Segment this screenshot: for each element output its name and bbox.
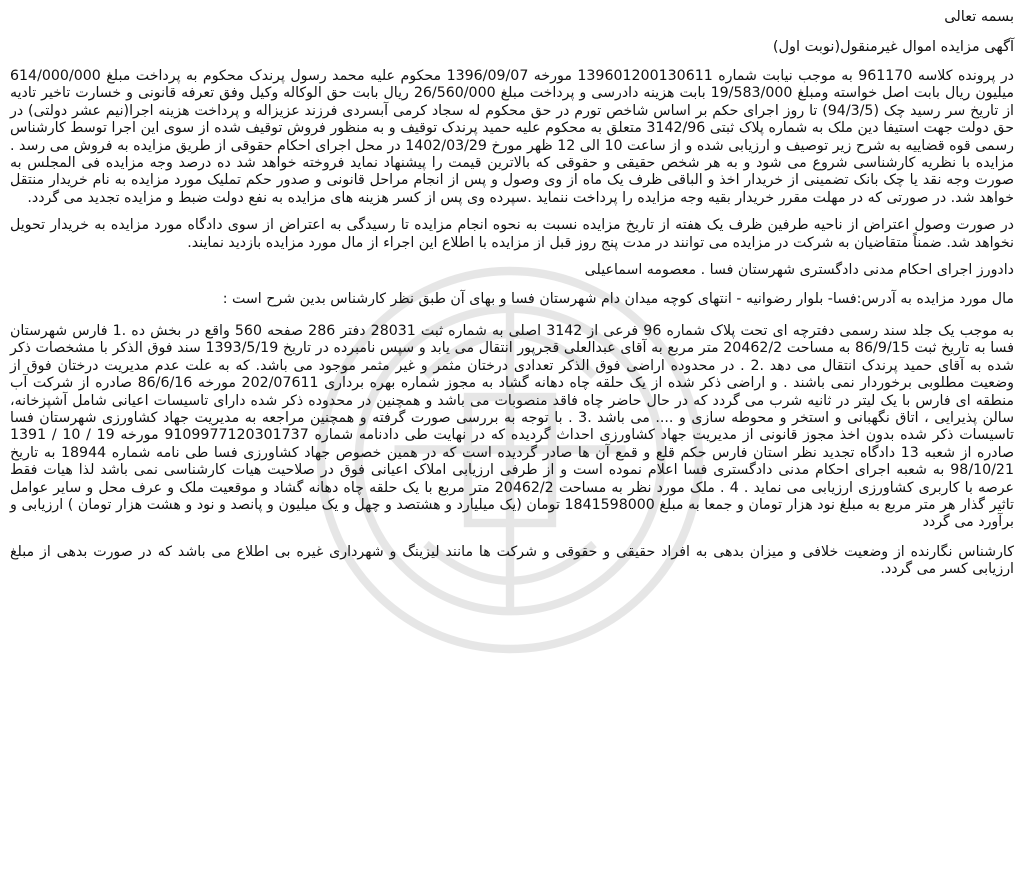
property-address-line: مال مورد مزایده به آدرس:فسا- بلوار رضوانیه - انتهای کوچه میدان دام شهرستان فسا و بهای آن طبق نظر کارشناس بدین شرح است : (222, 291, 1014, 308)
property-details-paragraph: به موجب یک جلد سند رسمی دفترچه ای تحت پلاک شماره 96 فرعی از 3142 اصلی به شماره ثبت 28031 دفتر 286 صفحه 560 واقع در بخش ده .1 فارس شهرستان فسا به تاریخ ثبت 86/9/15 به مساحت 20462/2 متر مربع به آقای عبدالعلی قجرپور انتقال می یابد و سپس نامبرده در تاریخ 1393/5/19 سند فوق الذکر با مشخصات ذکر شده به آقای حمید پرندک انتقال می دهد .2 . در محدوده اراضی فوق الذکر تعدادی درختان مثمر و غیر مثمر موجود می باشد. که به علت عدم مدیریت درختان فوق از وضعیت مطلوبی برخوردار نمی باشند . و اراضی ذکر شده از یک حلقه چاه دهانه گشاد به مجوز شماره بهره برداری 202/07611 مورخه 86/6/16 صادره از شرکت آب منطقه ای فارس با یک لیتر در ثانیه شرب می گردد که در حال حاضر چاه فاقد منصوبات می باشد و همچنین در محدوده ذکر شده دارای تاسیسات اعیانی شامل آشپزخانه، سالن پذیرایی ، اتاق نگهبانی و استخر و محوطه سازی و .... می باشد .3 . با توجه به بررسی صورت گرفته و همچنین مراجعه به مدیریت جهاد کشاورزی شهرستان فسا تاسیسات ذکر شده بدون اخذ مجوز قانونی از مدیریت جهاد کشاورزی احداث گردیده که در نهایت طی دادنامه شماره 9109977120301737 مورخه 19 / 10 / 1391 صادره از شعبه 13 دادگاه تجدید نظر استان فارس حکم قلع و قمع آن ها صادر گردیده است که در همین خصوص جهاد کشاورزی فسا طی نامه شماره 18944 به تاریخ 98/10/21 به شعبه اجرای احکام مدنی دادگستری فسا اعلام نموده است و از طرفی ارزیابی املاک اعیانی فوق در صلاحیت هیات کارشناسی نمی باشد لذا هیات فقط عرصه با کاربری کشاورزی ارزیابی می نماید . 4 . ملک مورد نظر به مساحت 20462/2 متر مربع با یک حلقه چاه دهانه گشاد و موقعیت ملک و عرف محل و سایر عوامل تاثیر گذار هر متر مربع به مبلغ نود هزار تومان و جمعا به مبلغ 1841598000 تومان (یک میلیارد و هشتصد و چهل و یک میلیون و پانصد و نود و هشت هزار تومان ) ارزیابی و برآورد می گردد (10, 322, 1014, 531)
document-heading: بسمه تعالی (944, 9, 1014, 25)
document-title: آگهی مزایده اموال غیرمنقول(نوبت اول) (772, 39, 1014, 55)
expert-footer-note: کارشناس نگارنده از وضعیت خلافی و میزان بدهی به افراد حقیقی و حقوقی و شرکت ها مانند لیزینگ و شهرداری غیره بی اطلاع می باشد که در صورت بدهی از مبلغ ارزیابی کسر می گردد. (10, 543, 1014, 578)
objection-paragraph: در صورت وصول اعتراض از ناحیه طرفین ظرف یک هفته از تاریخ مزایده نسبت به نحوه انجام مزایده تا رسیدگی به اعتراض از سوی دادگاه مورد مزایده به خریدار تحویل نخواهد شد. ضمناً متقاضیان به شرکت در مزایده می توانند در مدت پنج روز قبل از مزایده با اطلاع این اجراء از مال مورد مزایده بازدید نمایند. (10, 217, 1014, 251)
case-paragraph: در پرونده کلاسه 961170 به موجب نیابت شماره 139601200130611 مورخه 1396/09/07 محکوم علیه محمد رسول پرندک محکوم به پرداخت مبلغ 614/000/000 میلیون ریال بابت اصل خواسته ومبلغ 19/583/000 بابت هزینه دادرسی و پرداخت مبلغ 26/560/000 ریال بابت حق الوکاله وکیل وفق تعرفه قانونی و خسارت تاخیر تادیه از تاریخ سر رسید چک (94/3/5) تا روز اجرای حکم بر اساس شاخص تورم در حق محکوم له سجاد کرمی آبسردی فرزند عزیزاله و پرداخت هزینه اجرا(نیم عشر دولتی) در حق دولت جهت استیفا دین ملک به شماره پلاک ثبتی 3142/96 متعلق به محکوم علیه حمید پرندک توقیف و به منظور فروش توقیف شده از سوی این اجرا توسط کارشناس رسمی قوه قضاییه به شرح زیر توصیف و ارزیابی شده و از ساعت 10 الی 12 ظهر مورخ 1402/03/29 در محل اجرای احکام حقوقی از طریق مزایده به فروش می رسد . مزایده با نظریه کارشناسی شروع می شود و به هر شخص حقیقی و حقوقی که بالاترین قیمت را پیشنهاد نماید فروخته خواهد شد ده درصد وجه مزایده فی المجلس به صورت وجه نقد یا چک بانک تضمینی از خریدار اخذ و الباقی ظرف یک ماه از وی وصول و پس از انجام مراحل قانونی و صدور حکم تملیک مورد مزایده به نام خریدار منتقل خواهد شد. در صورتی که در مهلت مقرر خریدار بقیه وجه مزایده را پرداخت ننماید .سپرده وی پس از کسر هزینه های مزایده به نفع دولت ضبط و مزایده تجدید می گردد. (10, 68, 1014, 206)
signer-line: دادورز اجرای احکام مدنی دادگستری شهرستان فسا . معصومه اسماعیلی (584, 262, 1014, 279)
